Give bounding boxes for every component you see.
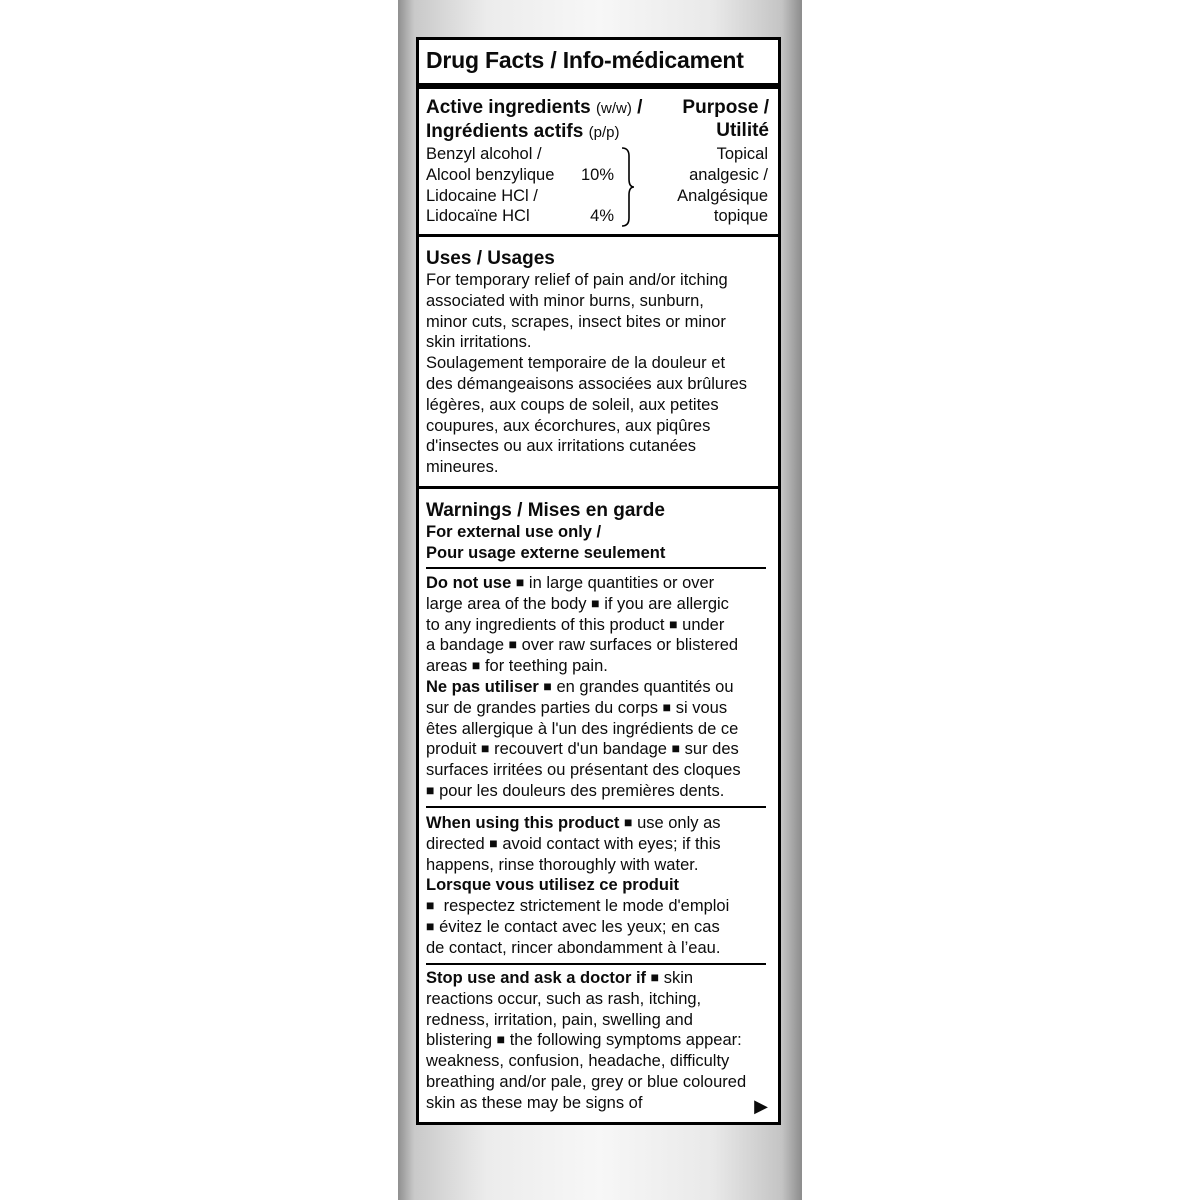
when-using-block [419, 813, 778, 959]
ingredient-1-name-fr: Alcool benzylique [426, 165, 555, 184]
uses-line: des démangeaisons associées aux brûlures [426, 374, 748, 393]
stop-use-line [426, 1051, 771, 1072]
ingredient-2-line1 [426, 186, 614, 207]
active-divider [419, 234, 778, 237]
ingredient-1-line2 [426, 165, 614, 186]
stop-use-text: weakness, confusion, headache, difficulty [426, 1052, 730, 1071]
lorsque-text: évitez le contact avec les yeux; en cas [439, 917, 720, 936]
bullet-icon: ■ [671, 740, 681, 757]
uses-line: d'insectes ou aux irritations cutanées [426, 437, 697, 456]
do-not-use-line [426, 615, 771, 636]
uses-line: For temporary relief of pain and/or itching [426, 271, 728, 289]
stop-use-line [426, 1093, 771, 1114]
purpose-line-2: analgesic / [689, 165, 768, 184]
uses-line: légères, aux coups de soleil, aux petites [426, 395, 719, 414]
stop-use-text: the following symptoms appear: [509, 1031, 742, 1050]
when-using-line [426, 834, 771, 855]
ne-pas-utiliser-line [426, 677, 771, 698]
active-heading-fr: Ingrédients actifs [426, 121, 584, 142]
ingredient-1-line1 [426, 144, 614, 165]
purpose-line-1: Topical [716, 145, 768, 163]
ne-pas-utiliser-line [426, 781, 771, 802]
bullet-icon: ■ [426, 781, 435, 798]
ne-pas-utiliser-line [426, 719, 771, 740]
purpose-line-4: topique [713, 207, 768, 226]
active-heading-en: Active ingredients [426, 97, 591, 118]
purpose-heading-fr: Utilité [716, 120, 769, 141]
ingredient-2-line2 [426, 206, 614, 227]
bullet-icon: ■ [591, 594, 600, 611]
purpose-line-3: Analgésique [677, 186, 768, 205]
ingredient-brace-icon [619, 146, 637, 228]
lorsque-line [426, 917, 771, 938]
uses-line: coupures, aux écorchures, aux piqûres [426, 416, 711, 435]
when-using-line [426, 813, 771, 834]
bullet-icon: ■ [662, 698, 672, 715]
ne-pas-utiliser-text: si vous [675, 698, 728, 717]
bullet-icon: ■ [426, 897, 435, 914]
do-not-use-text: if you are allergic [604, 594, 729, 613]
stop-use-text: redness, irritation, pain, swelling and [426, 1010, 693, 1029]
bullet-icon: ■ [650, 969, 660, 985]
purpose-text [677, 144, 768, 227]
stop-use-text: blistering [426, 1031, 493, 1050]
do-not-use-line [426, 594, 771, 615]
warnings-sub-fr: Pour usage externe seulement [426, 544, 666, 562]
warnings-rule-2 [426, 806, 766, 808]
drug-facts-panel [416, 37, 781, 1125]
stop-use-text: skin [663, 969, 694, 987]
bullet-icon: ■ [471, 657, 481, 674]
do-not-use-block [419, 573, 778, 802]
bullet-icon: ■ [669, 615, 678, 632]
bullet-icon: ■ [426, 917, 435, 934]
when-using-text: use only as [637, 814, 721, 832]
stop-use-text: reactions occur, such as rash, itching, [426, 989, 702, 1008]
uses-line: Soulagement temporaire de la douleur et [426, 354, 726, 373]
do-not-use-text: large area of the body [426, 594, 587, 613]
stop-use-line [426, 1030, 771, 1051]
stop-use-line [426, 989, 771, 1010]
do-not-use-text: over raw surfaces or blistered [521, 636, 739, 655]
lorsque-line [426, 875, 771, 896]
uses-line: mineures. [426, 458, 499, 477]
bullet-icon: ■ [481, 740, 490, 757]
when-using-text: happens, rinse thoroughly with water. [426, 855, 699, 874]
do-not-use-line [426, 573, 771, 594]
stop-use-line [426, 968, 771, 989]
uses-line: minor cuts, scrapes, insect bites or minor [426, 312, 726, 331]
do-not-use-line [426, 656, 771, 677]
drug-facts-title-section [419, 47, 778, 74]
ne-pas-utiliser-text: pour les douleurs des premières dents. [439, 781, 725, 800]
stop-use-line [426, 1072, 771, 1093]
do-not-use-label: Do not use [426, 574, 512, 592]
purpose-heading-en: Purpose / [682, 97, 769, 118]
ne-pas-utiliser-text: êtes allergique à l'un des ingrédients de ce [426, 719, 739, 738]
ingredient-1-amount: 10% [580, 165, 614, 184]
do-not-use-text: for teething pain. [484, 657, 608, 676]
bullet-icon: ■ [489, 834, 498, 851]
active-heading-slash: / [637, 97, 643, 118]
warnings-rule-1 [426, 567, 766, 569]
when-using-label: When using this product [426, 814, 620, 832]
uses-heading: Uses / Usages [426, 248, 555, 269]
warnings-sub-en: For external use only / [426, 523, 602, 541]
ne-pas-utiliser-text: en grandes quantités ou [556, 677, 734, 696]
stop-use-label: Stop use and ask a doctor if [426, 969, 647, 987]
stop-use-block [419, 968, 778, 1114]
uses-section [419, 247, 778, 478]
bullet-icon: ■ [624, 814, 633, 830]
active-heading-en-unit: (w/w) [596, 100, 632, 117]
ingredient-2-amount: 4% [590, 207, 614, 226]
ne-pas-utiliser-text: surfaces irritées ou présentant des cloques [426, 761, 741, 780]
lorsque-text: respectez strictement le mode d'emploi [443, 897, 730, 916]
active-heading-fr-unit: (p/p) [588, 124, 620, 141]
title-divider [419, 83, 778, 89]
ingredient-list [426, 144, 614, 227]
stop-use-line [426, 1010, 771, 1031]
do-not-use-text: in large quantities or over [528, 574, 715, 592]
lorsque-line [426, 896, 771, 917]
do-not-use-text: under [682, 615, 725, 634]
when-using-line [426, 855, 771, 876]
lorsque-line [426, 938, 771, 959]
ne-pas-utiliser-text: sur des [684, 740, 739, 759]
warnings-heading: Warnings / Mises en garde [426, 500, 665, 521]
uses-line: skin irritations. [426, 333, 532, 352]
bullet-icon: ■ [543, 677, 552, 694]
stop-use-text: breathing and/or pale, grey or blue coloured [426, 1072, 747, 1091]
uses-text [426, 270, 771, 478]
uses-line: associated with minor burns, sunburn, [426, 291, 704, 310]
ne-pas-utiliser-line [426, 698, 771, 719]
lorsque-text: de contact, rincer abondamment à l’eau. [426, 938, 721, 957]
when-using-text: avoid contact with eyes; if this [502, 834, 721, 853]
purpose-heading [682, 96, 769, 142]
lorsque-label: Lorsque vous utilisez ce produit [426, 876, 680, 895]
uses-divider [419, 486, 778, 489]
ne-pas-utiliser-text: recouvert d'un bandage [494, 740, 667, 759]
continue-arrow-icon: ▶ [754, 1096, 768, 1116]
do-not-use-line [426, 635, 771, 656]
ne-pas-utiliser-label: Ne pas utiliser [426, 677, 539, 696]
bullet-icon: ■ [515, 574, 525, 590]
bullet-icon: ■ [496, 1031, 506, 1048]
warnings-rule-3 [426, 963, 766, 965]
ne-pas-utiliser-text: sur de grandes parties du corps [426, 698, 659, 717]
ingredient-2-name-fr: Lidocaïne HCl [426, 207, 530, 226]
ne-pas-utiliser-line [426, 739, 771, 760]
ingredient-1-name-en: Benzyl alcohol / [426, 145, 542, 163]
ingredient-2-name-en: Lidocaine HCl / [426, 186, 538, 205]
do-not-use-text: areas [426, 657, 468, 676]
ne-pas-utiliser-text: produit [426, 740, 477, 759]
drug-facts-title: Drug Facts / Info-médicament [426, 47, 744, 73]
do-not-use-text: a bandage [426, 636, 504, 655]
warnings-section [419, 499, 778, 564]
when-using-text: directed [426, 834, 485, 853]
do-not-use-text: to any ingredients of this product [426, 615, 665, 634]
ne-pas-utiliser-line [426, 760, 771, 781]
bullet-icon: ■ [508, 636, 518, 653]
stop-use-text: skin as these may be signs of [426, 1093, 643, 1112]
